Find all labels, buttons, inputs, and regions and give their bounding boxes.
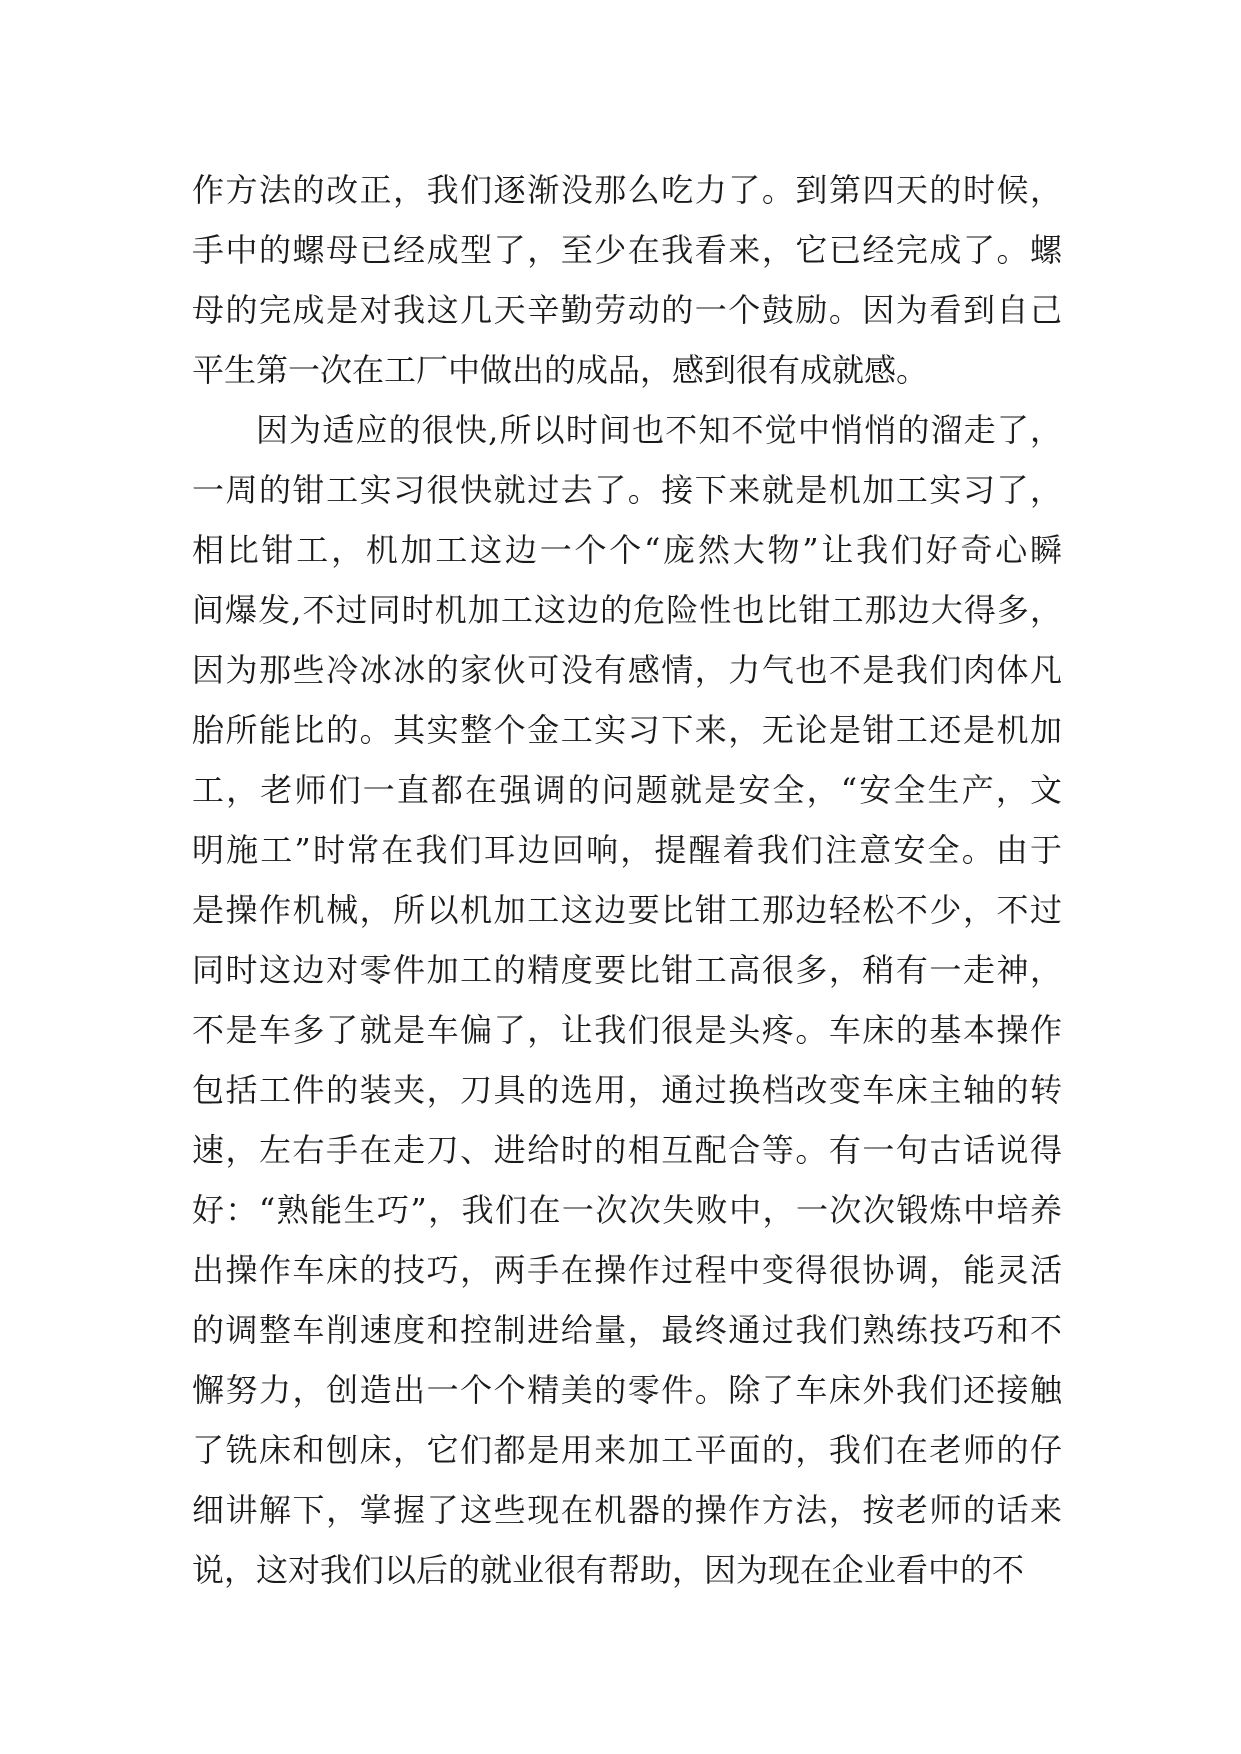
paragraph-2-line-14: 好：“熟能生巧”，我们在一次次失败中，一次次锻炼中培养 bbox=[192, 1191, 1062, 1229]
paragraph-2-line-12: 包括工件的装夹，刀具的选用，通过换档改变车床主轴的转 bbox=[192, 1071, 1062, 1109]
paragraph-2-line-16: 的调整车削速度和控制进给量，最终通过我们熟练技巧和不 bbox=[192, 1311, 1062, 1349]
paragraph-2-line-20: 说，这对我们以后的就业很有帮助，因为现在企业看中的不 bbox=[192, 1551, 1025, 1589]
body-text bbox=[192, 160, 1062, 1600]
paragraph-2-line-9: 是操作机械，所以机加工这边要比钳工那边轻松不少，不过 bbox=[192, 891, 1062, 929]
paragraph-2-line-7: 工，老师们一直都在强调的问题就是安全，“安全生产，文 bbox=[192, 771, 1062, 809]
paragraph-2-line-10: 同时这边对零件加工的精度要比钳工高很多，稍有一走神， bbox=[192, 951, 1062, 989]
paragraph-2-line-17: 懈努力，创造出一个个精美的零件。除了车床外我们还接触 bbox=[192, 1371, 1062, 1409]
paragraph-1-line-2: 手中的螺母已经成型了，至少在我看来，它已经完成了。螺 bbox=[192, 231, 1062, 269]
paragraph-2-line-13: 速，左右手在走刀、进给时的相互配合等。有一句古话说得 bbox=[192, 1131, 1062, 1169]
paragraph-1-line-1: 作方法的改正，我们逐渐没那么吃力了。到第四天的时候， bbox=[192, 171, 1062, 209]
paragraph-2-line-19: 细讲解下，掌握了这些现在机器的操作方法，按老师的话来 bbox=[192, 1491, 1062, 1529]
paragraph-2-line-18: 了铣床和刨床，它们都是用来加工平面的，我们在老师的仔 bbox=[192, 1431, 1062, 1469]
paragraph-2-line-8: 明施工”时常在我们耳边回响，提醒着我们注意安全。由于 bbox=[192, 831, 1062, 869]
paragraph-1-line-3: 母的完成是对我这几天辛勤劳动的一个鼓励。因为看到自己 bbox=[192, 291, 1062, 329]
paragraph-2-line-1: 因为适应的很快,所以时间也不知不觉中悄悄的溜走了， bbox=[256, 411, 1062, 449]
paragraph-2-line-2: 一周的钳工实习很快就过去了。接下来就是机加工实习了， bbox=[192, 471, 1062, 509]
paragraph-2-line-15: 出操作车床的技巧，两手在操作过程中变得很协调，能灵活 bbox=[192, 1251, 1062, 1289]
paragraph-2-line-4: 间爆发,不过同时机加工这边的危险性也比钳工那边大得多， bbox=[192, 591, 1062, 629]
paragraph-2-line-5: 因为那些冷冰冰的家伙可没有感情，力气也不是我们肉体凡 bbox=[192, 651, 1062, 689]
paragraph-2-line-3: 相比钳工，机加工这边一个个“庞然大物”让我们好奇心瞬 bbox=[192, 531, 1062, 569]
paragraph-2-line-6: 胎所能比的。其实整个金工实习下来，无论是钳工还是机加 bbox=[192, 711, 1062, 749]
paragraph-2-line-11: 不是车多了就是车偏了，让我们很是头疼。车床的基本操作 bbox=[192, 1011, 1062, 1049]
paragraph-1-line-4: 平生第一次在工厂中做出的成品，感到很有成就感。 bbox=[192, 351, 929, 389]
